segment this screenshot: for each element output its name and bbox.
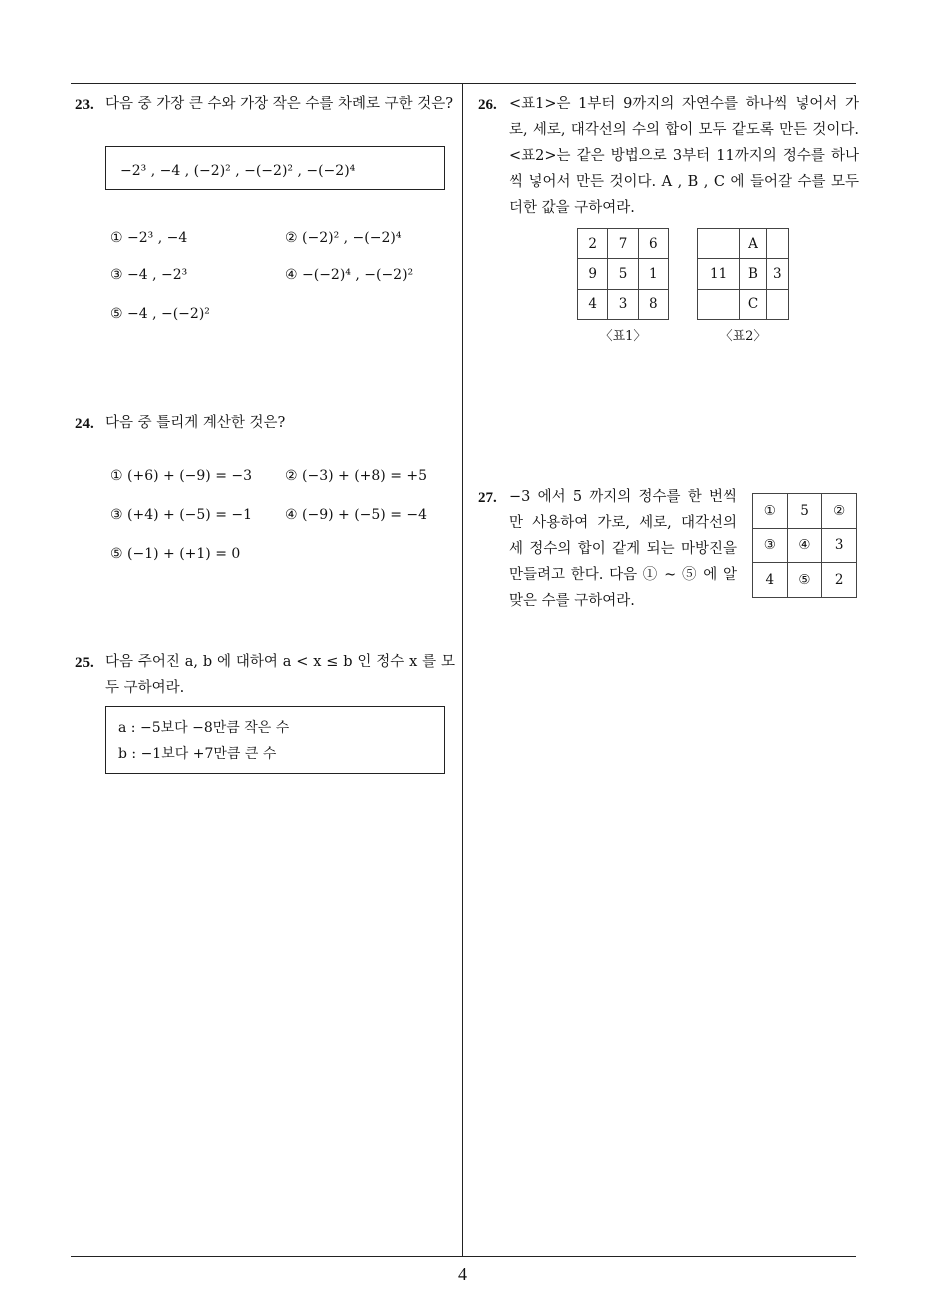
grid-cell: 3 <box>766 259 788 289</box>
given-values-box <box>105 146 445 190</box>
grid-cell: 3 <box>608 289 638 319</box>
option-2[interactable]: ② (−2)² , −(−2)⁴ <box>285 230 402 246</box>
magic-square-grid <box>752 493 857 598</box>
table-2-caption: 〈표2〉 <box>719 329 767 344</box>
top-rule <box>71 83 856 84</box>
grid-cell: 5 <box>787 494 822 529</box>
question-text: 다음 주어진 a, b 에 대하여 a < x ≤ b 인 정수 x 를 모두 구하여라. <box>105 654 455 696</box>
grid-cell: ② <box>822 494 857 529</box>
question-text: 다음 중 틀리게 계산한 것은? <box>105 415 286 431</box>
grid-cell: B <box>740 259 766 289</box>
grid-cell: 8 <box>638 289 668 319</box>
option-5[interactable]: ⑤ (−1) + (+1) = 0 <box>110 546 241 562</box>
table-1-caption: 〈표1〉 <box>599 329 647 344</box>
option-3[interactable]: ③ −4 , −2³ <box>110 267 188 283</box>
grid-cell: 2 <box>822 563 857 598</box>
definition-box <box>105 706 445 774</box>
question-text: −3 에서 5 까지의 정수를 한 번씩 만 사용하여 가로, 세로, 대각선의 세 정수의 합이 같게 되는 마방진을 만들려고 한다. 다음 ① ~ ⑤ 에 알맞은 수를 구하여라. <box>509 489 737 609</box>
option-1[interactable]: ① (+6) + (−9) = −3 <box>110 468 253 484</box>
column-divider <box>462 83 463 1256</box>
grid-cell: 6 <box>638 229 668 259</box>
magic-square-table-2 <box>697 228 789 320</box>
given-values: −2³ , −4 , (−2)² , −(−2)² , −(−2)⁴ <box>120 163 356 179</box>
grid-cell: ⑤ <box>787 563 822 598</box>
grid-cell: 11 <box>698 259 740 289</box>
option-2[interactable]: ② (−3) + (+8) = +5 <box>285 468 428 484</box>
option-3[interactable]: ③ (+4) + (−5) = −1 <box>110 507 253 523</box>
grid-cell: 7 <box>608 229 638 259</box>
question-text: 다음 중 가장 큰 수와 가장 작은 수를 차례로 구한 것은? <box>105 96 454 112</box>
grid-cell: 3 <box>822 528 857 563</box>
question-number: 27. <box>478 490 497 506</box>
grid-cell: 9 <box>578 259 608 289</box>
grid-cell: 5 <box>608 259 638 289</box>
question-text: <표1>은 1부터 9까지의 자연수를 하나씩 넣어서 가로, 세로, 대각선의 수의 합이 모두 같도록 만든 것이다. <표2>는 같은 방법으로 3부터 11까지의 정수를 하나씩 넣어서 만든 것이다. A , B , C 에 들어갈 수를 모두 더한 값을 구하여라. <box>509 96 859 216</box>
grid-cell: 4 <box>753 563 788 598</box>
grid-cell <box>698 229 740 259</box>
grid-cell: 2 <box>578 229 608 259</box>
grid-cell: C <box>740 289 766 319</box>
grid-cell: ③ <box>753 528 788 563</box>
option-4[interactable]: ④ −(−2)⁴ , −(−2)² <box>285 267 414 283</box>
definition-a: a : −5보다 −8만큼 작은 수 <box>118 720 290 736</box>
page-number: 4 <box>458 1264 467 1284</box>
grid-cell: 1 <box>638 259 668 289</box>
option-1[interactable]: ① −2³ , −4 <box>110 230 188 246</box>
grid-cell: 4 <box>578 289 608 319</box>
grid-cell <box>766 229 788 259</box>
grid-cell <box>766 289 788 319</box>
option-5[interactable]: ⑤ −4 , −(−2)² <box>110 306 210 322</box>
question-number: 24. <box>75 416 94 432</box>
definition-b: b : −1보다 +7만큼 큰 수 <box>118 746 277 762</box>
bottom-rule <box>71 1256 856 1257</box>
question-number: 25. <box>75 655 94 671</box>
option-4[interactable]: ④ (−9) + (−5) = −4 <box>285 507 428 523</box>
grid-cell: A <box>740 229 766 259</box>
grid-cell: ① <box>753 494 788 529</box>
question-number: 23. <box>75 97 94 113</box>
grid-cell <box>698 289 740 319</box>
magic-square-table-1 <box>577 228 669 320</box>
question-number: 26. <box>478 97 497 113</box>
grid-cell: ④ <box>787 528 822 563</box>
